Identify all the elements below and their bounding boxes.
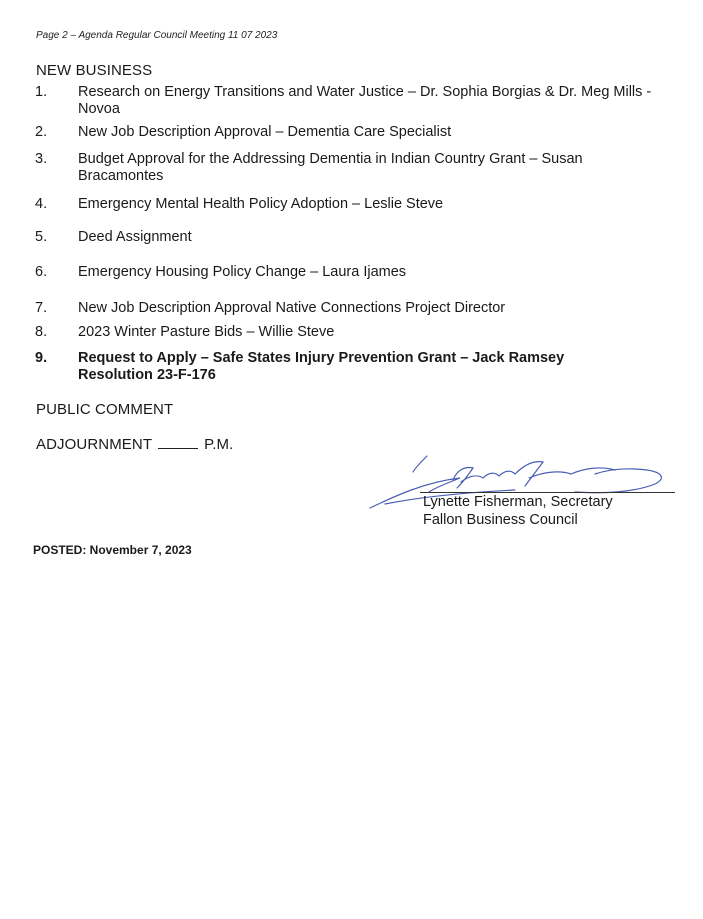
agenda-item-text: Deed Assignment [78,229,192,245]
agenda-item-text: 2023 Winter Pasture Bids – Willie Steve [78,324,335,340]
agenda-item-number: 9. [35,350,48,366]
agenda-item-number: 3. [35,151,48,167]
agenda-item-number: 5. [35,229,48,245]
agenda-item-text: Research on Energy Transitions and Water Justice – Dr. Sophia Borgias & Dr. Meg Mills - Novoa [78,84,652,117]
adjournment-blank [158,436,198,449]
adjournment-label: ADJOURNMENT [36,436,153,453]
agenda-item-text: New Job Description Approval Native Connections Project Director [78,300,506,316]
adjournment-suffix: P.M. [204,436,234,453]
agenda-item-number: 7. [35,300,48,316]
agenda-item-number: 6. [35,264,48,280]
agenda-item-number: 2. [35,124,48,140]
signatory-organization: Fallon Business Council [423,512,578,528]
signature-line [420,492,675,493]
agenda-item-text: Emergency Mental Health Policy Adoption – Leslie Steve [78,196,444,212]
signatory-name: Lynette Fisherman, Secretary [423,494,613,510]
agenda-item-number: 4. [35,196,48,212]
agenda-item-text: Emergency Housing Policy Change – Laura Ijames [78,264,407,280]
agenda-item-text: New Job Description Approval – Dementia Care Specialist [78,124,452,140]
posted-date: POSTED: November 7, 2023 [33,543,192,557]
agenda-item-text: Request to Apply – Safe States Injury Prevention Grant – Jack Ramsey Resolution 23-F-176 [78,350,565,383]
new-business-heading: NEW BUSINESS [36,62,153,79]
agenda-item-text: Budget Approval for the Addressing Dementia in Indian Country Grant – Susan Bracamontes [78,151,583,184]
agenda-item-number: 1. [35,84,48,100]
adjournment-line [36,436,233,453]
page-header: Page 2 – Agenda Regular Council Meeting 11 07 2023 [36,30,278,41]
public-comment-heading: PUBLIC COMMENT [36,401,174,418]
agenda-item-number: 8. [35,324,48,340]
